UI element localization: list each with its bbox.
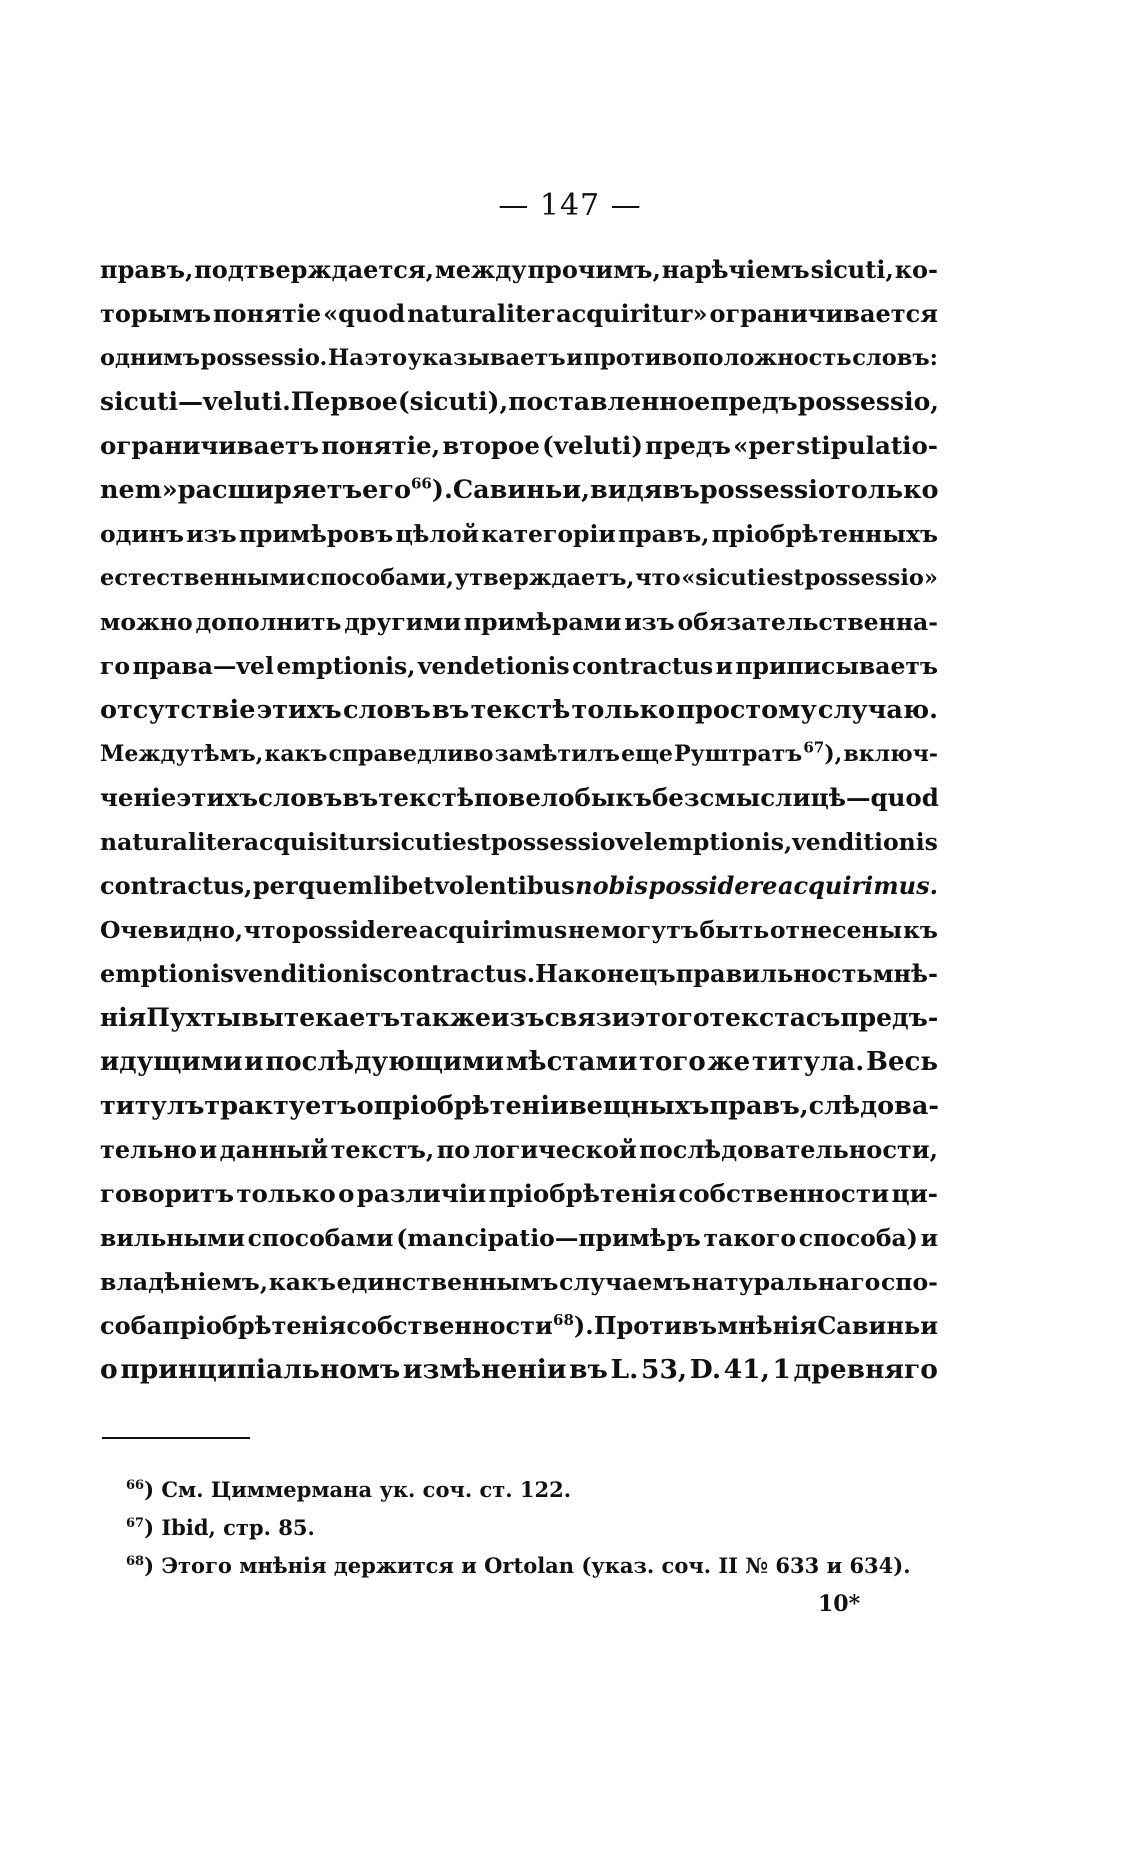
word: примѣровъ: [238, 520, 394, 548]
word: расширяетъ: [177, 475, 363, 505]
word: по: [436, 1135, 471, 1164]
text-line: [100, 644, 938, 688]
text-line: [100, 512, 938, 556]
footnote-number: 68: [126, 1554, 145, 1569]
word: какъ: [268, 1268, 336, 1296]
word: $^{67}$),: [803, 738, 843, 767]
word: emptionis,: [276, 652, 416, 680]
word: «quod: [323, 299, 406, 328]
footnote: [126, 1547, 911, 1585]
word: также: [400, 1003, 491, 1032]
word: о: [356, 1091, 374, 1121]
word: nem»: [100, 475, 178, 505]
word: не: [567, 916, 601, 944]
word: текстѣ: [470, 695, 571, 725]
text-line: [100, 776, 938, 820]
word: другими: [344, 608, 462, 636]
word: съ: [805, 1003, 841, 1032]
word: второе: [442, 431, 540, 460]
word: между: [434, 255, 527, 284]
word: Савиньи,: [452, 475, 591, 505]
word: ци-: [891, 1179, 938, 1208]
word: contractus,: [100, 871, 253, 900]
word: D.: [689, 1354, 722, 1385]
word: правъ,: [100, 255, 194, 284]
word: къ: [902, 916, 938, 944]
word: понятіе: [212, 299, 322, 328]
word: правъ,: [709, 1091, 809, 1121]
word: дополнить: [195, 608, 342, 636]
word: venditionis: [233, 959, 383, 988]
word: различіи: [356, 1179, 487, 1208]
footnote-text: ) См. Циммермана ук. соч. ст. 122.: [144, 1477, 572, 1502]
word: въ: [342, 783, 379, 812]
word: L.: [610, 1354, 639, 1385]
word: «per: [733, 431, 795, 460]
word: обязательственна-: [677, 608, 938, 636]
word: принципіальномъ: [120, 1354, 401, 1385]
word: соба: [100, 1311, 163, 1340]
word: naturaliter: [407, 299, 555, 328]
footnote-number: 66: [126, 1478, 145, 1493]
word: идущими: [100, 1047, 243, 1077]
word: possessio,: [797, 387, 939, 416]
word: (veluti): [542, 431, 643, 460]
signature-mark: 10*: [818, 1591, 861, 1617]
word: изъ: [624, 608, 675, 636]
word: того: [638, 1047, 706, 1077]
word: въ: [569, 1354, 608, 1385]
word: мѣстами: [505, 1047, 638, 1077]
text-line: [100, 1128, 938, 1172]
word: stipulatio-: [796, 431, 938, 460]
word: говоритъ: [100, 1179, 234, 1208]
word: тельно: [100, 1135, 197, 1164]
word: способами: [247, 1224, 394, 1252]
text-line: [100, 1304, 938, 1348]
word: только: [236, 1179, 336, 1208]
word: sicuti,: [810, 255, 894, 284]
word: отнесены: [769, 916, 903, 944]
word: однимъ: [100, 345, 200, 371]
word: приписываетъ: [735, 652, 938, 680]
word: $^{68}$).: [553, 1311, 594, 1340]
word: текстѣ: [378, 783, 475, 812]
word: утверждаетъ,: [454, 565, 635, 591]
word: понятіе,: [321, 431, 441, 460]
word: possidere: [291, 916, 419, 944]
word: contractus: [572, 652, 714, 680]
word: этихъ: [256, 695, 342, 725]
word: данный: [219, 1135, 329, 1164]
word: цѣлой: [395, 520, 480, 548]
word: въ: [432, 695, 470, 725]
word: и: [566, 345, 583, 371]
word: Очевидно,: [100, 916, 244, 944]
word: пріобрѣтенія: [162, 1311, 347, 1340]
text-line: [100, 336, 938, 380]
word: замѣтилъ: [494, 741, 620, 767]
word: послѣдующими: [265, 1047, 504, 1077]
word: venditionis: [792, 828, 938, 856]
word: Руштратъ: [674, 741, 803, 767]
word: торымъ: [100, 299, 211, 328]
word: способа): [798, 1224, 918, 1252]
word: (sicuti),: [397, 387, 509, 416]
word: можно: [100, 608, 193, 636]
word: такого: [703, 1224, 796, 1252]
word: логической: [472, 1135, 637, 1164]
word: что: [243, 916, 292, 944]
word: нарѣчіемъ: [661, 255, 810, 284]
text-line: [100, 864, 938, 908]
word: древняго: [793, 1354, 938, 1385]
word: противоположность: [583, 345, 852, 371]
word: ко-: [894, 255, 938, 284]
footnote: [126, 1471, 906, 1509]
text-line: [100, 1216, 938, 1260]
text-line: [100, 820, 938, 864]
word: acquisitur: [243, 828, 379, 856]
word: о: [338, 1179, 355, 1208]
footnote-divider: [102, 1437, 250, 1439]
word: единственнымъ: [336, 1268, 559, 1296]
word: включ-: [843, 741, 938, 767]
word: 41,: [723, 1354, 770, 1385]
text-line: [100, 556, 938, 600]
word: натуральнаго: [691, 1268, 881, 1296]
word: sicuti: [378, 828, 452, 856]
word: справедливо: [328, 741, 494, 767]
word: est: [766, 565, 804, 591]
word: вытекаетъ: [241, 1003, 400, 1032]
word: текстъ,: [330, 1135, 435, 1164]
text-line: [100, 952, 938, 996]
footnotes: [126, 1471, 911, 1585]
footnote-reference: 66: [411, 474, 432, 493]
word: Первое: [290, 387, 398, 416]
text-line: [100, 688, 938, 732]
word: и: [920, 1224, 938, 1252]
word: Наконецъ: [535, 959, 676, 988]
word: нія: [100, 1003, 147, 1032]
word: На: [327, 345, 364, 371]
text-line: [100, 1172, 938, 1216]
word: собственности: [346, 1311, 553, 1340]
word: спо-: [881, 1268, 938, 1296]
word: Савиньи: [817, 1311, 938, 1340]
word: одинъ: [100, 520, 184, 548]
word: бы: [574, 783, 616, 812]
word: текста: [709, 1003, 806, 1032]
word: еще: [621, 741, 673, 767]
word: этихъ: [176, 783, 259, 812]
word: предъ: [645, 431, 731, 460]
text-line: [100, 292, 938, 336]
word: послѣдовательности,: [639, 1135, 938, 1164]
word: только: [571, 695, 676, 725]
text-line: [100, 732, 938, 776]
word: ограничиваетъ: [100, 431, 320, 460]
word: въ: [662, 475, 700, 505]
footnote-text: ) Этого мнѣнія держится и Ortolan (указ. соч. II № 633 и 634).: [144, 1553, 911, 1578]
page-number: — 147 —: [498, 188, 642, 223]
word: ченіе: [100, 783, 177, 812]
word: только: [834, 475, 939, 505]
word: слѣдова-: [808, 1091, 939, 1121]
word: possessio»: [804, 565, 938, 591]
word: vendetionis: [417, 652, 570, 680]
word: possessio: [490, 828, 616, 856]
word: поставленное: [508, 387, 711, 416]
word: acquiritur»: [556, 299, 708, 328]
word: собственности: [678, 1179, 890, 1208]
word: примѣрами: [463, 608, 622, 636]
word: связи: [544, 1003, 631, 1032]
footnote-number: 67: [126, 1516, 145, 1531]
word: го: [100, 652, 131, 680]
word: emptionis,: [653, 828, 793, 856]
text-line: [100, 1040, 938, 1084]
word: изъ: [490, 1003, 545, 1032]
word: volentibus: [434, 871, 575, 900]
word: отсутствіе: [100, 695, 256, 725]
word: что: [635, 565, 681, 591]
word: пріобрѣтенія: [488, 1179, 677, 1208]
word: contractus.: [382, 959, 536, 988]
word: же: [707, 1047, 751, 1077]
text-line: [100, 1084, 938, 1128]
word: случаемъ: [559, 1268, 691, 1296]
text-line: [100, 248, 938, 292]
word: пріобрѣтеніи: [373, 1091, 569, 1121]
word: ограничивается: [709, 299, 938, 328]
word: Между: [100, 741, 190, 767]
word: подтверждается,: [194, 255, 435, 284]
word: словъ:: [852, 345, 938, 371]
word: предъ: [710, 387, 798, 416]
footnote-reference: 68: [553, 1311, 574, 1329]
word: Противъ: [593, 1311, 718, 1340]
word: прочимъ,: [527, 255, 661, 284]
word: и: [715, 652, 733, 680]
word: и: [199, 1135, 218, 1164]
word: быть: [699, 916, 770, 944]
word: quemlibet: [298, 871, 435, 900]
word: безсмыслицѣ—quod: [651, 783, 939, 812]
word: къ: [615, 783, 652, 812]
word: Пухты: [146, 1003, 242, 1032]
word: могутъ: [600, 916, 699, 944]
word: «sicuti: [681, 565, 766, 591]
word: мнѣнія: [717, 1311, 817, 1340]
italic-word: possidere: [648, 871, 778, 900]
word: мнѣ-: [872, 959, 938, 988]
footnote-text: ) Ibid, стр. 85.: [144, 1515, 315, 1540]
word: изъ: [186, 520, 237, 548]
word: vel: [615, 828, 653, 856]
word: и: [244, 1047, 264, 1077]
word: простому: [676, 695, 817, 725]
word: этого: [630, 1003, 710, 1032]
word: трактуетъ: [204, 1091, 357, 1121]
word: способами,: [306, 565, 454, 591]
text-line: [100, 908, 938, 952]
text-line: [100, 1348, 938, 1392]
word: словъ: [258, 783, 343, 812]
word: правъ,: [618, 520, 710, 548]
footnote: [126, 1509, 906, 1547]
word: naturaliter: [100, 828, 244, 856]
word: пріобрѣтенныхъ: [711, 520, 938, 548]
text-line: [100, 380, 938, 424]
word: 1: [772, 1354, 791, 1385]
word: измѣненіи: [402, 1354, 567, 1385]
word: видя: [590, 475, 663, 505]
word: possessio.: [200, 345, 328, 371]
word: $^{66}$).: [411, 474, 453, 505]
word: случаю.: [817, 695, 938, 725]
word: права—vel: [132, 652, 274, 680]
word: какъ: [264, 741, 328, 767]
word: повело: [474, 783, 575, 812]
word: est: [451, 828, 491, 856]
word: acquirimus: [418, 916, 568, 944]
word: possessio: [699, 475, 835, 505]
text-line: [100, 996, 938, 1040]
word: (mancipatio—примѣръ: [396, 1224, 701, 1252]
word: о: [100, 1354, 118, 1385]
word: emptionis: [100, 959, 234, 988]
word: вещныхъ: [568, 1091, 710, 1121]
word: 53,: [641, 1354, 688, 1385]
word: словъ: [342, 695, 431, 725]
word: вильными: [100, 1224, 245, 1252]
word: правильность: [675, 959, 873, 988]
word: титула.: [751, 1047, 865, 1077]
italic-word: acquirimus.: [777, 871, 938, 900]
text-line: [100, 468, 938, 512]
italic-word: nobis: [575, 871, 649, 900]
word: тѣмъ,: [190, 741, 264, 767]
word: предъ-: [840, 1003, 939, 1032]
text-line: [100, 1260, 938, 1304]
text-line: [100, 600, 938, 644]
word: это: [364, 345, 408, 371]
word: указываетъ: [407, 345, 566, 371]
word: титулъ: [100, 1091, 205, 1121]
word: владѣніемъ,: [100, 1268, 269, 1296]
word: категоріи: [481, 520, 616, 548]
word: sicuti—veluti.: [100, 387, 291, 416]
word: per: [252, 871, 298, 900]
word: Весь: [865, 1047, 938, 1077]
main-text: [100, 248, 938, 1392]
word: его: [362, 475, 411, 505]
footnote-reference: 67: [803, 738, 825, 757]
text-line: [100, 424, 938, 468]
word: естественными: [100, 565, 306, 591]
